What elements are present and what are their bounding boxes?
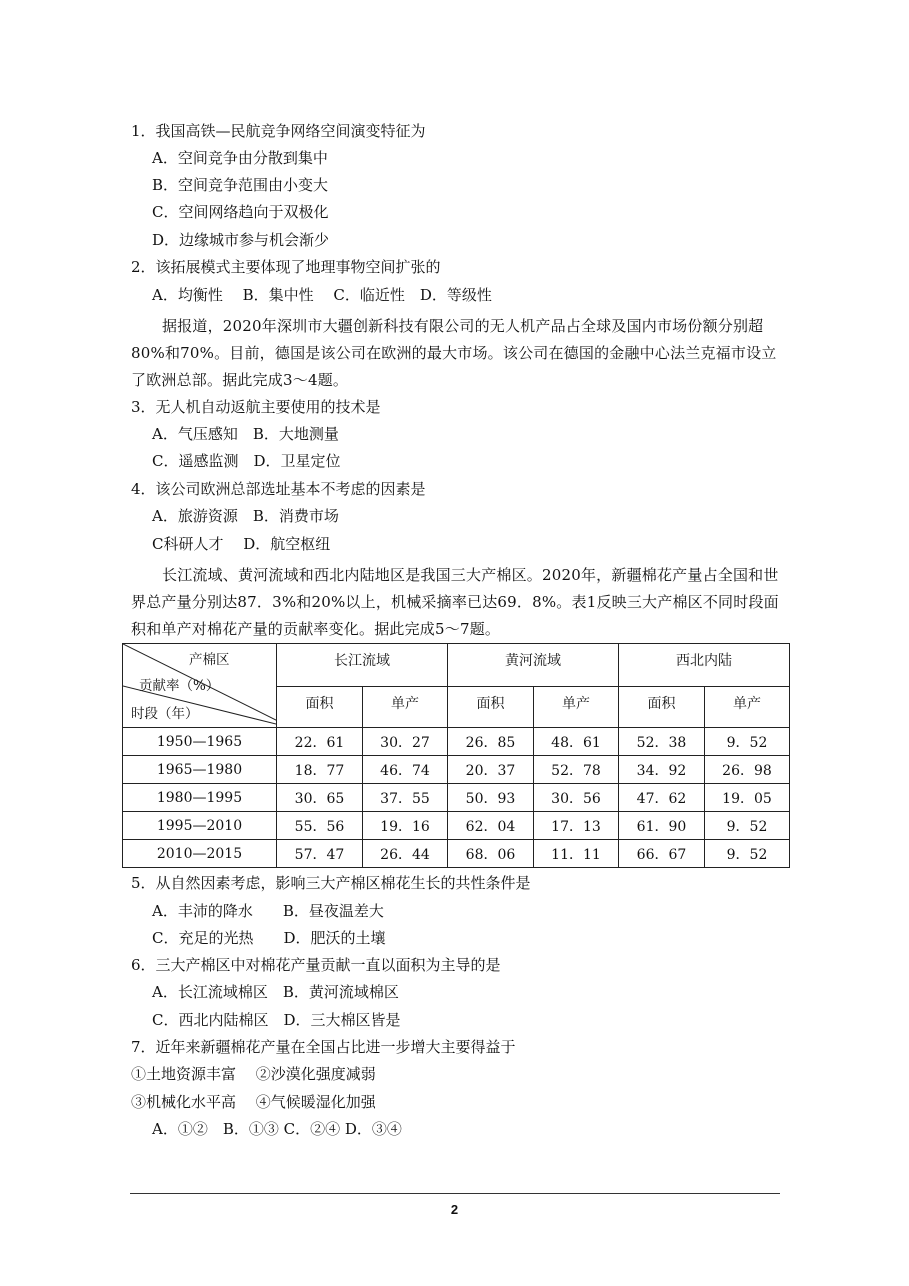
value-cell: 20．37 xyxy=(448,756,534,784)
question-3-options-cd: C．遥感监测 D．卫星定位 xyxy=(152,452,341,470)
question-1-option-a: A．空间竞争由分散到集中 xyxy=(152,149,328,167)
period-cell: 1995—2010 xyxy=(123,812,277,840)
period-cell: 2010—2015 xyxy=(123,840,277,868)
passage-cotton: 长江流域、黄河流域和西北内陆地区是我国三大产棉区。2020年，新疆棉花产量占全国和世界总产量分别达87．3%和20%以上，机械采摘率已达69．8%。表1反映三大产棉区不同时段面积和单产对棉花产量的贡献率变化。据此完成5～7题。 xyxy=(131,566,779,638)
region-header-yangtze: 长江流域 xyxy=(277,644,448,687)
period-cell: 1965—1980 xyxy=(123,756,277,784)
value-cell: 9．52 xyxy=(705,728,790,756)
question-2-options: A．均衡性 B．集中性 C．临近性 D．等级性 xyxy=(152,286,492,304)
table-corner-header xyxy=(123,644,277,728)
question-4-options-cd: C科研人才 D．航空枢纽 xyxy=(152,535,331,553)
corner-label-period: 时段（年） xyxy=(131,706,199,722)
table-row xyxy=(123,756,790,784)
question-1-option-b: B．空间竞争范围由小变大 xyxy=(152,176,329,194)
question-7-stem: 7．近年来新疆棉花产量在全国占比进一步增大主要得益于 xyxy=(131,1038,516,1056)
question-3-options-ab: A．气压感知 B．大地测量 xyxy=(152,425,339,443)
period-cell: 1980—1995 xyxy=(123,784,277,812)
question-7-choices-34: ③机械化水平高 ④气候暖湿化加强 xyxy=(131,1093,376,1111)
value-cell: 26．44 xyxy=(363,840,448,868)
question-1-option-c: C．空间网络趋向于双极化 xyxy=(152,203,329,221)
value-cell: 34．92 xyxy=(619,756,705,784)
table-row xyxy=(123,784,790,812)
subheader-area: 面积 xyxy=(448,687,534,728)
question-5-stem: 5．从自然因素考虑，影响三大产棉区棉花生长的共性条件是 xyxy=(131,874,531,892)
value-cell: 68．06 xyxy=(448,840,534,868)
corner-label-region: 产棉区 xyxy=(189,652,230,668)
question-1-option-d: D．边缘城市参与机会渐少 xyxy=(152,231,330,249)
value-cell: 19．05 xyxy=(705,784,790,812)
value-cell: 26．85 xyxy=(448,728,534,756)
value-cell: 30．27 xyxy=(363,728,448,756)
region-header-yellow-river: 黄河流域 xyxy=(448,644,619,687)
question-6-stem: 6．三大产棉区中对棉花产量贡献一直以面积为主导的是 xyxy=(131,956,501,974)
question-5-options-cd: C．充足的光热 D．肥沃的土壤 xyxy=(152,929,386,947)
subheader-yield: 单产 xyxy=(363,687,448,728)
value-cell: 37．55 xyxy=(363,784,448,812)
table-row xyxy=(123,728,790,756)
value-cell: 55．56 xyxy=(277,812,363,840)
value-cell: 9．52 xyxy=(705,812,790,840)
question-6-options-cd: C．西北内陆棉区 D．三大棉区皆是 xyxy=(152,1011,401,1029)
footer-divider xyxy=(130,1193,780,1194)
question-4-options-ab: A．旅游资源 B．消费市场 xyxy=(152,507,339,525)
page-number: 2 xyxy=(450,1202,459,1217)
period-cell: 1950—1965 xyxy=(123,728,277,756)
table-row xyxy=(123,840,790,868)
value-cell: 22．61 xyxy=(277,728,363,756)
question-3-stem: 3．无人机自动返航主要使用的技术是 xyxy=(131,398,381,416)
value-cell: 11．11 xyxy=(534,840,619,868)
corner-label-contribution: 贡献率（%） xyxy=(139,678,220,694)
table-row xyxy=(123,812,790,840)
value-cell: 17．13 xyxy=(534,812,619,840)
region-header-northwest: 西北内陆 xyxy=(619,644,790,687)
subheader-area: 面积 xyxy=(277,687,363,728)
question-4-stem: 4．该公司欧洲总部选址基本不考虑的因素是 xyxy=(131,480,426,498)
question-7-options: A．①② B．①③ C．②④ D．③④ xyxy=(152,1120,402,1138)
value-cell: 46．74 xyxy=(363,756,448,784)
value-cell: 52．38 xyxy=(619,728,705,756)
value-cell: 30．65 xyxy=(277,784,363,812)
question-2-stem: 2．该拓展模式主要体现了地理事物空间扩张的 xyxy=(131,258,441,276)
value-cell: 57．47 xyxy=(277,840,363,868)
value-cell: 61．90 xyxy=(619,812,705,840)
value-cell: 30．56 xyxy=(534,784,619,812)
question-5-options-ab: A．丰沛的降水 B．昼夜温差大 xyxy=(152,902,384,920)
value-cell: 66．67 xyxy=(619,840,705,868)
value-cell: 18．77 xyxy=(277,756,363,784)
value-cell: 47．62 xyxy=(619,784,705,812)
value-cell: 52．78 xyxy=(534,756,619,784)
question-1-stem: 1．我国高铁—民航竞争网络空间演变特征为 xyxy=(131,122,426,140)
question-7-choices-12: ①土地资源丰富 ②沙漠化强度减弱 xyxy=(131,1065,376,1083)
value-cell: 48．61 xyxy=(534,728,619,756)
subheader-yield: 单产 xyxy=(705,687,790,728)
question-6-options-ab: A．长江流域棉区 B．黄河流域棉区 xyxy=(152,983,399,1001)
subheader-yield: 单产 xyxy=(534,687,619,728)
cotton-contribution-table xyxy=(122,643,790,868)
value-cell: 26．98 xyxy=(705,756,790,784)
value-cell: 9．52 xyxy=(705,840,790,868)
passage-drone: 据报道，2020年深圳市大疆创新科技有限公司的无人机产品占全球及国内市场份额分别超80%和70%。目前，德国是该公司在欧洲的最大市场。该公司在德国的金融中心法兰克福市设立了欧洲总部。据此完成3～4题。 xyxy=(131,317,777,389)
value-cell: 50．93 xyxy=(448,784,534,812)
value-cell: 19．16 xyxy=(363,812,448,840)
value-cell: 62．04 xyxy=(448,812,534,840)
subheader-area: 面积 xyxy=(619,687,705,728)
